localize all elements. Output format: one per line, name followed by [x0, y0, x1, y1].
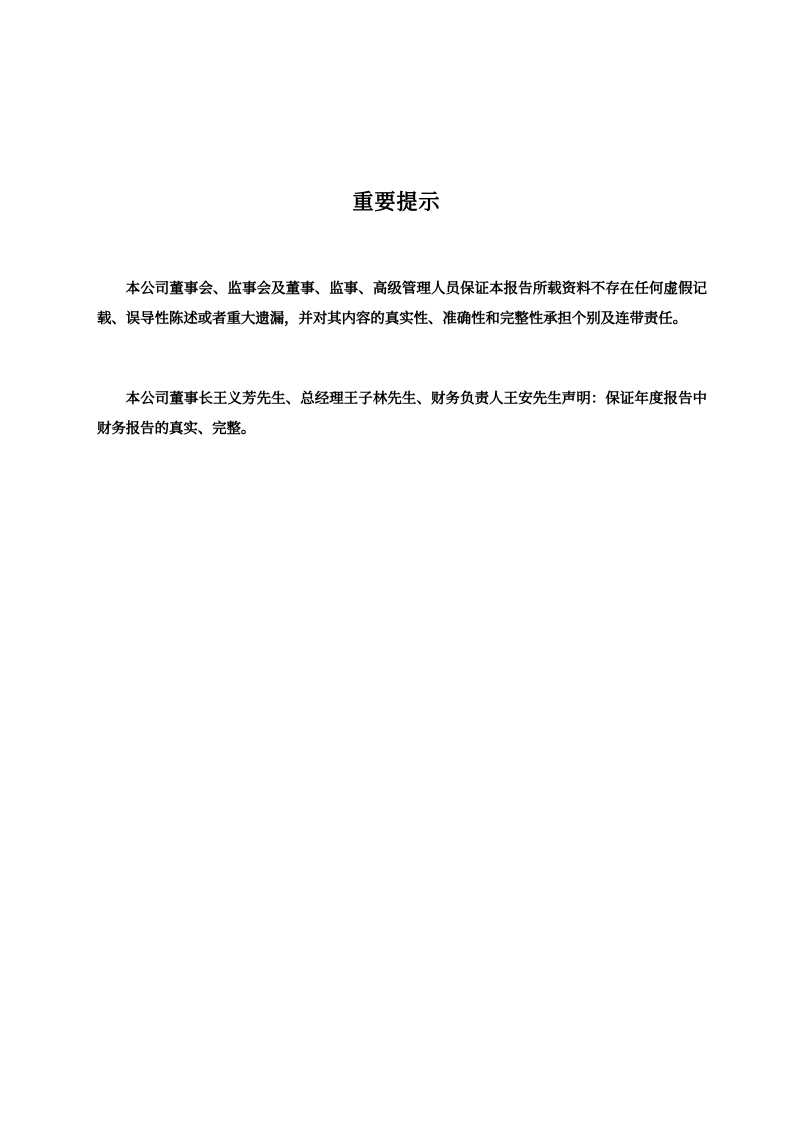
disclaimer-paragraph: 本公司董事会、监事会及董事、监事、高级管理人员保证本报告所载资料不存在任何虚假记载、误导性陈述或者重大遗漏，并对其内容的真实性、准确性和完整性承担个别及连带责任。	[97, 281, 707, 327]
declaration-paragraph: 本公司董事长王义芳先生、总经理王子林先生、财务负责人王安先生声明：保证年度报告中财务报告的真实、完整。	[97, 391, 707, 437]
page-title: 重要提示	[352, 190, 441, 214]
